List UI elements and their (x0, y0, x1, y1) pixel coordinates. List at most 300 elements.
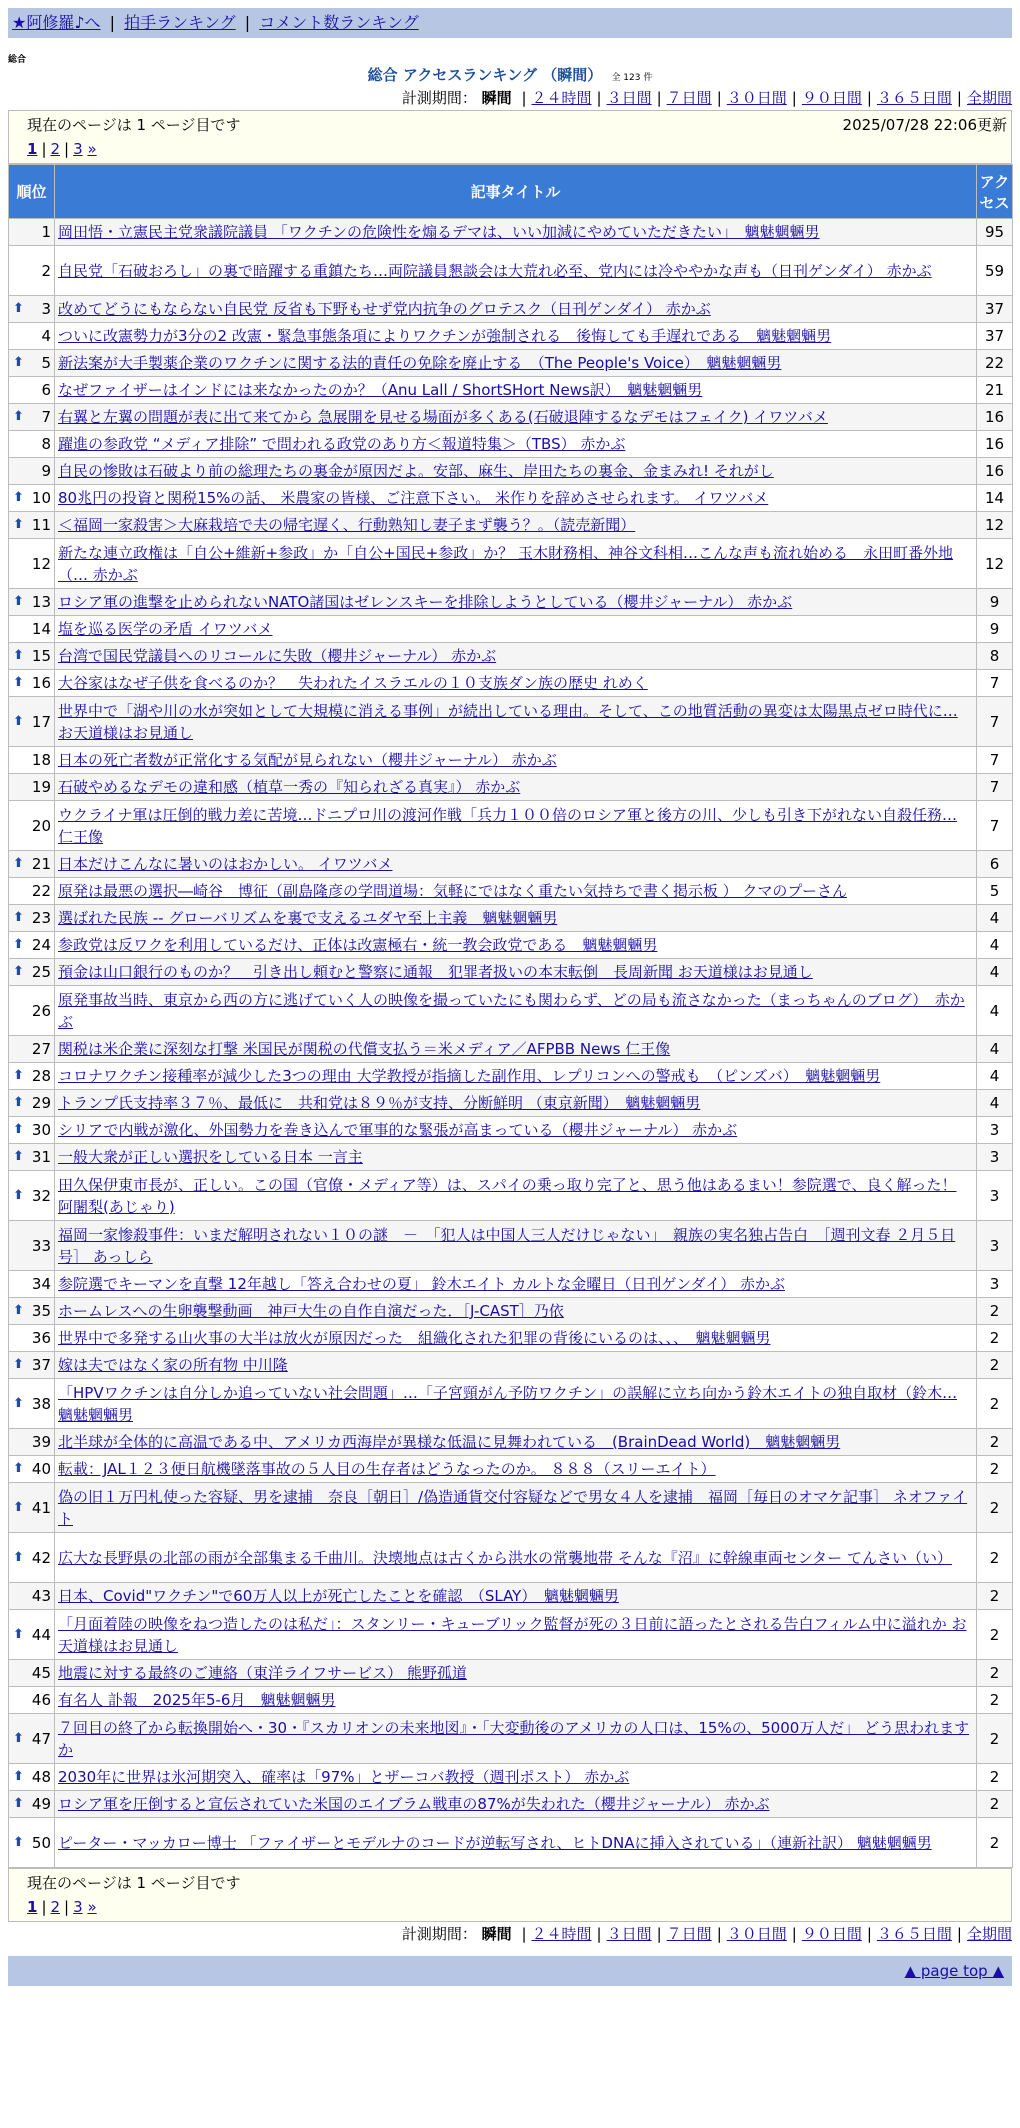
article-title-link[interactable]: 福岡一家惨殺事件：いまだ解明されない１０の謎 － 「犯人は中国人三人だけじゃない」 親族の実名独占告白 ［週刊文春 ２月５日号］ あっしら (58, 1225, 956, 1266)
rank-number: 16 (31, 674, 51, 692)
rank-number: 34 (31, 1275, 51, 1293)
title-cell (55, 1144, 977, 1171)
article-title-link[interactable]: 一般大衆が正しい選択をしている日本 一言主 (58, 1148, 363, 1166)
period-options (516, 1925, 1012, 1943)
article-title-link[interactable]: なぜファイザーはインドには来なかったのか？（Anu Lall / ShortSHort News訳） 魑魅魍魎男 (58, 381, 703, 399)
rank-up-arrow-icon: ⬆ (13, 1626, 24, 1642)
title-cell (55, 1714, 977, 1764)
title-cell (55, 1429, 977, 1456)
period-selector-top (8, 86, 1012, 110)
period-separator: | (596, 1925, 602, 1943)
rank-up-arrow-icon: ⬆ (13, 1095, 24, 1110)
table-row (9, 246, 1013, 296)
table-row (9, 801, 1013, 851)
table-row (9, 323, 1013, 350)
access-count: 4 (977, 932, 1013, 959)
table-row (9, 1144, 1013, 1171)
period-label: 計測期間： (401, 89, 477, 107)
article-title-link[interactable]: 新たな連立政権は「自公+維新+参政」か「自公+国民+参政」か？ 玉木財務相、神谷文科相…こんな声も流れ始める 永田町番外地（… 赤かぶ (58, 543, 954, 584)
access-count: 7 (977, 670, 1013, 697)
table-row (9, 851, 1013, 878)
table-row (9, 1660, 1013, 1687)
period-option-link[interactable]: ７日間 (666, 1925, 712, 1943)
period-option-link[interactable]: ３日間 (606, 89, 652, 107)
title-cell (55, 697, 977, 747)
title-cell (55, 1221, 977, 1271)
ranking-rows (9, 219, 1013, 1868)
current-page-text: 現在のページは 1 ページ目です (27, 116, 241, 134)
article-title-link[interactable]: 原発は最悪の選択―崎谷 博征（副島隆彦の学問道場：気軽にではなく重たい気持ちで書く掲示板 ） クマのプーさん (58, 882, 847, 900)
table-row (9, 1610, 1013, 1660)
period-separator: | (866, 1925, 872, 1943)
article-title-link[interactable]: ロシア軍を圧倒すると宣伝されていた米国のエイブラム戦車の87%が失われた（櫻井ジャーナル） 赤かぶ (58, 1795, 770, 1813)
rank-cell (9, 986, 55, 1036)
article-title-link[interactable]: 世界中で「湖や川の水が突如として大規模に消える事例」が続出している理由。そして、この地質活動の異変は太陽黒点ゼロ時代に… お天道様はお見通し (58, 701, 958, 742)
period-separator: | (791, 89, 797, 107)
rank-cell (9, 1483, 55, 1533)
article-title-link[interactable]: 自民党「石破おろし」の裏で暗躍する重鎮たち…両院議員懇談会は大荒れ必至、党内には冷ややかな声も（日刊ゲンダイ） 赤かぶ (58, 261, 932, 280)
title-cell (55, 1583, 977, 1610)
article-title-link[interactable]: 関税は米企業に深刻な打撃 米国民が関税の代償支払う＝米メディア／AFPBB News 仁王像 (58, 1040, 671, 1058)
rank-cell (9, 458, 55, 485)
rank-number: 47 (31, 1729, 51, 1748)
page-title-line (8, 64, 1012, 86)
access-count: 9 (977, 616, 1013, 643)
article-title-link[interactable]: 新法案が大手製薬企業のワクチンに関する法的責任の免除を廃止する （The People's Voice） 魑魅魍魎男 (58, 354, 782, 372)
rank-number: 49 (31, 1795, 51, 1813)
rank-cell (9, 851, 55, 878)
title-cell (55, 932, 977, 959)
article-title-link[interactable]: 右翼と左翼の問題が表に出て来てから 急展開を見せる場面が多くある(石破退陣するなデモはフェイク) イワツバメ (58, 408, 828, 426)
period-option-link[interactable]: ９０日間 (801, 1925, 862, 1943)
page-top-link[interactable]: ▲ page top ▲ (904, 1962, 1004, 1980)
article-title-link[interactable]: ホームレスへの生卵襲撃動画 神戸大生の自作自演だった．［J-CAST］乃依 (58, 1302, 564, 1320)
article-title-link[interactable]: ＜福岡一家殺害＞大麻栽培で夫の帰宅遅く、行動熟知し妻子まず襲う？。（読売新聞） (58, 516, 636, 534)
period-label: 計測期間： (401, 1925, 477, 1943)
next-page-link[interactable]: » (87, 140, 97, 158)
rank-number: 31 (31, 1148, 51, 1166)
rank-number: 8 (41, 435, 51, 453)
table-row (9, 1271, 1013, 1298)
rank-number: 20 (31, 816, 51, 835)
article-title-link[interactable]: 改めてどうにもならない自民党 反省も下野もせず党内抗争のグロテスク（日刊ゲンダイ） 赤かぶ (58, 300, 711, 318)
title-cell (55, 1764, 977, 1791)
article-title-link[interactable]: 日本の死亡者数が正常化する気配が見られない（櫻井ジャーナル） 赤かぶ (58, 751, 557, 769)
rank-number: 9 (41, 462, 51, 480)
rank-number: 18 (31, 751, 51, 769)
rank-up-arrow-icon: ⬆ (13, 648, 24, 663)
article-title-link[interactable]: 日本だけこんなに暑いのはおかしい。 イワツバメ (58, 855, 393, 873)
period-separator: | (521, 1925, 527, 1943)
access-count: 2 (977, 1660, 1013, 1687)
table-row (9, 747, 1013, 774)
rank-cell (9, 1298, 55, 1325)
rank-number: 46 (31, 1691, 51, 1709)
rank-cell (9, 246, 55, 296)
access-count: 3 (977, 1171, 1013, 1221)
rank-cell (9, 774, 55, 801)
rank-cell (9, 1063, 55, 1090)
category-label: 総合 (8, 55, 27, 65)
article-title-link[interactable]: 嫁は夫ではなく家の所有物 中川隆 (58, 1356, 288, 1374)
rank-cell (9, 323, 55, 350)
table-row (9, 1533, 1013, 1583)
period-separator: | (956, 1925, 962, 1943)
title-cell (55, 1171, 977, 1221)
rank-cell (9, 1379, 55, 1429)
access-count: 14 (977, 485, 1013, 512)
rank-cell (9, 431, 55, 458)
rank-cell (9, 1117, 55, 1144)
table-row (9, 905, 1013, 932)
access-count: 2 (977, 1429, 1013, 1456)
table-row (9, 1298, 1013, 1325)
rank-up-arrow-icon: ⬆ (13, 1187, 24, 1203)
rank-up-arrow-icon: ⬆ (13, 1303, 24, 1318)
title-cell (55, 1818, 977, 1868)
rank-up-arrow-icon: ⬆ (13, 910, 24, 925)
page-link[interactable]: 1 (27, 1898, 38, 1916)
article-title-link[interactable]: 世界中で多発する山火事の大半は放火が原因だった 組織化された犯罪の背後にいるのは、、、 魑魅魍魎男 (58, 1329, 771, 1347)
rank-up-arrow-icon: ⬆ (13, 1499, 24, 1515)
home-link[interactable]: ★阿修羅♪へ (12, 13, 101, 32)
rank-up-arrow-icon: ⬆ (13, 1769, 24, 1784)
access-count: 4 (977, 1036, 1013, 1063)
rank-number: 35 (31, 1302, 51, 1320)
title-cell (55, 1090, 977, 1117)
rank-cell (9, 350, 55, 377)
article-title-link[interactable]: トランプ氏支持率３７％、最低に 共和党は８９％が支持、分断鮮明 （東京新聞） 魑魅魍魎男 (58, 1094, 701, 1112)
rank-number: 45 (31, 1664, 51, 1682)
rank-number: 11 (31, 516, 51, 534)
article-title-link[interactable]: 80兆円の投資と関税15%の話、 米農家の皆様、ご注意下さい。 米作りを辞めさせられます。 イワツバメ (58, 489, 769, 507)
article-title-link[interactable]: 日本、Covid"ワクチン"で60万人以上が死亡したことを確認 （SLAY） 魑魅魍魎男 (58, 1587, 619, 1605)
rank-number: 50 (31, 1833, 51, 1852)
rank-up-arrow-icon: ⬆ (13, 937, 24, 952)
rank-cell (9, 1714, 55, 1764)
table-row (9, 219, 1013, 246)
article-title-link[interactable]: ついに改憲勢力が3分の2 改憲・緊急事態条項によりワクチンが強制される 後悔しても手遅れである 魑魅魍魎男 (58, 327, 832, 345)
article-title-link[interactable]: 預金は山口銀行のものか？ 引き出し頼むと警察に通報 犯罪者扱いの本末転倒 長周新聞 お天道様はお見通し (58, 963, 813, 981)
rank-number: 19 (31, 778, 51, 796)
rank-number: 48 (31, 1768, 51, 1786)
top-navigation (8, 8, 1012, 38)
article-title-link[interactable]: シリアで内戦が激化、外国勢力を巻き込んで軍事的な緊張が高まっている（櫻井ジャーナル） 赤かぶ (58, 1121, 738, 1139)
period-option-link[interactable]: ３日間 (606, 1925, 652, 1943)
article-title-link[interactable]: 広大な長野県の北部の雨が全部集まる千曲川。決壊地点は古くから洪水の常襲地帯 そんな『沼』に幹線車両センター てんさい（い） (58, 1548, 952, 1567)
rank-number: 5 (41, 354, 51, 372)
rank-cell (9, 539, 55, 589)
access-count: 2 (977, 1791, 1013, 1818)
period-option-link[interactable]: ２４時間 (531, 1925, 592, 1943)
table-row (9, 458, 1013, 485)
title-cell (55, 323, 977, 350)
access-count: 7 (977, 747, 1013, 774)
table-row (9, 1171, 1013, 1221)
access-count: 2 (977, 1687, 1013, 1714)
title-cell (55, 1687, 977, 1714)
nav-separator: | (244, 13, 251, 32)
period-option-link[interactable]: ７日間 (666, 89, 712, 107)
period-separator: | (956, 89, 962, 107)
rank-cell (9, 1660, 55, 1687)
table-row (9, 697, 1013, 747)
rank-up-arrow-icon: ⬆ (13, 594, 24, 609)
rank-cell (9, 377, 55, 404)
rank-cell (9, 1429, 55, 1456)
rank-cell (9, 1144, 55, 1171)
title-cell (55, 1036, 977, 1063)
table-row (9, 1325, 1013, 1352)
table-row (9, 1063, 1013, 1090)
article-title-link[interactable]: 石破やめるなデモの違和感（植草一秀の『知られざる真実』） 赤かぶ (58, 778, 521, 796)
rank-cell (9, 1791, 55, 1818)
access-count: 37 (977, 296, 1013, 323)
rank-cell (9, 801, 55, 851)
title-cell (55, 747, 977, 774)
rank-cell (9, 1171, 55, 1221)
access-count: 2 (977, 1764, 1013, 1791)
access-count: 4 (977, 959, 1013, 986)
article-title-link[interactable]: ピーター・マッカロー博士 「ファイザーとモデルナのコードが逆転写され、ヒトDNAに挿入されている」（連新社訳） 魑魅魍魎男 (58, 1833, 932, 1852)
col-rank-header: 順位 (9, 165, 55, 219)
page-separator: | (64, 140, 70, 158)
access-count: 3 (977, 1271, 1013, 1298)
rank-up-arrow-icon: ⬆ (13, 1461, 24, 1476)
title-cell (55, 1325, 977, 1352)
period-option-link[interactable]: ３０日間 (726, 89, 787, 107)
rank-up-arrow-icon: ⬆ (13, 1122, 24, 1137)
access-count: 37 (977, 323, 1013, 350)
article-title-link[interactable]: 田久保伊東市長が、正しい。この国（官僚・メディア等）は、スパイの乗っ取り完了と、思う他はあるまい！参院選で、良く解った！ 阿闍梨(あじゃり) (58, 1175, 957, 1216)
table-row (9, 1352, 1013, 1379)
access-count: 3 (977, 1117, 1013, 1144)
article-title-link[interactable]: 「月面着陸の映像をねつ造したのは私だ」：スタンリー・キューブリック監督が死の３日前に語ったとされる告白フィルム中に溢れか お天道様はお見通し (58, 1614, 967, 1655)
clap-ranking-link[interactable]: 拍手ランキング (124, 13, 236, 32)
rank-cell (9, 485, 55, 512)
col-title-header: 記事タイトル (55, 165, 977, 219)
article-title-link[interactable]: 転載：JAL１２３便日航機墜落事故の５人目の生存者はどうなったのか。 ８８８（スリーエイト） (58, 1460, 716, 1478)
title-cell (55, 296, 977, 323)
period-option-link[interactable]: 全期間 (966, 1925, 1012, 1943)
table-row (9, 643, 1013, 670)
rank-number: 38 (31, 1394, 51, 1413)
table-row (9, 932, 1013, 959)
rank-number: 37 (31, 1356, 51, 1374)
access-count: 16 (977, 404, 1013, 431)
next-page-link[interactable]: » (87, 1898, 97, 1916)
title-cell (55, 1271, 977, 1298)
table-row (9, 377, 1013, 404)
period-selector-bottom (8, 1922, 1012, 1946)
page-links (27, 1895, 1007, 1919)
access-count: 2 (977, 1456, 1013, 1483)
rank-number: 32 (31, 1186, 51, 1205)
table-row (9, 1429, 1013, 1456)
period-option-link[interactable]: ２４時間 (531, 89, 592, 107)
article-title-link[interactable]: コロナワクチン接種率が減少した3つの理由 大学教授が指摘した副作用、レプリコンへの警戒も （ピンズバ） 魑魅魍魎男 (58, 1067, 881, 1085)
rank-number: 33 (31, 1236, 51, 1255)
access-count: 2 (977, 1610, 1013, 1660)
period-option-link[interactable]: ３６５日間 (876, 1925, 952, 1943)
rank-cell (9, 1818, 55, 1868)
page-title: 総合 アクセスランキング （瞬間） (367, 66, 603, 84)
page-link[interactable]: 1 (27, 140, 38, 158)
title-cell (55, 1660, 977, 1687)
article-title-link[interactable]: 有名人 訃報 2025年5-6月 魑魅魍魎男 (58, 1691, 336, 1709)
access-count: 9 (977, 589, 1013, 616)
title-cell (55, 670, 977, 697)
table-row (9, 1117, 1013, 1144)
title-cell (55, 801, 977, 851)
current-page-text: 現在のページは 1 ページ目です (27, 1874, 241, 1892)
rank-number: 40 (31, 1460, 51, 1478)
rank-cell (9, 404, 55, 431)
period-separator: | (656, 89, 662, 107)
article-title-link[interactable]: 参院選でキーマンを直撃 12年越し「答え合わせの夏」 鈴木エイト カルトな金曜日（日刊ゲンダイ） 赤かぶ (58, 1275, 785, 1293)
article-title-link[interactable]: 塩を巡る医学の矛盾 イワツバメ (58, 620, 273, 638)
page-link[interactable]: 2 (50, 140, 61, 158)
pager-bottom (8, 1868, 1012, 1922)
table-row (9, 1687, 1013, 1714)
rank-cell (9, 296, 55, 323)
rank-cell (9, 1533, 55, 1583)
period-option-link[interactable]: ３６５日間 (876, 89, 952, 107)
table-row (9, 512, 1013, 539)
rank-number: 26 (31, 1001, 51, 1020)
rank-number: 3 (41, 300, 51, 318)
article-title-link[interactable]: ７回目の終了から転換開始へ・30・『スカリオンの未来地図』・「大変動後のアメリカの人口は、15%の、5000万人だ」 どう思われますか (58, 1718, 970, 1759)
access-count: 7 (977, 697, 1013, 747)
article-title-link[interactable]: 躍進の参政党 “メディア排除” で問われる政党のあり方＜報道特集＞（TBS） 赤かぶ (58, 435, 626, 453)
access-count: 7 (977, 801, 1013, 851)
title-cell (55, 350, 977, 377)
title-cell (55, 1298, 977, 1325)
rank-number: 12 (31, 554, 51, 573)
table-row (9, 1818, 1013, 1868)
period-option-link[interactable]: ９０日間 (801, 89, 862, 107)
article-title-link[interactable]: 偽の旧１万円札使った容疑、男を逮捕 奈良［朝日］/偽造通貨交付容疑などで男女４人を逮捕 福岡［毎日のオマケ記事］ ネオファイト (58, 1487, 968, 1528)
table-row (9, 1764, 1013, 1791)
access-count: 21 (977, 377, 1013, 404)
article-title-link[interactable]: 大谷家はなぜ子供を食べるのか？ 失われたイスラエルの１０支族ダン族の歴史 れめく (58, 674, 648, 692)
rank-number: 29 (31, 1094, 51, 1112)
article-title-link[interactable]: 選ばれた民族 -- グローバリズムを裏で支えるユダヤ至上主義 魑魅魍魎男 (58, 909, 558, 927)
period-current: 瞬間 (481, 89, 512, 107)
table-row (9, 1090, 1013, 1117)
rank-cell (9, 747, 55, 774)
rank-number: 7 (41, 408, 51, 426)
article-title-link[interactable]: ロシア軍の進撃を止められないNATO諸国はゼレンスキーを排除しようとしている（櫻井ジャーナル） 赤かぶ (58, 593, 793, 611)
rank-number: 30 (31, 1121, 51, 1139)
rank-number: 25 (31, 963, 51, 981)
rank-up-arrow-icon: ⬆ (13, 1149, 24, 1164)
table-row (9, 959, 1013, 986)
rank-cell (9, 616, 55, 643)
title-cell (55, 643, 977, 670)
rank-cell (9, 670, 55, 697)
rank-cell (9, 1610, 55, 1660)
title-cell (55, 959, 977, 986)
access-count: 5 (977, 878, 1013, 905)
rank-cell (9, 905, 55, 932)
access-count: 4 (977, 905, 1013, 932)
rank-cell (9, 697, 55, 747)
rank-up-arrow-icon: ⬆ (13, 964, 24, 979)
period-separator: | (866, 89, 872, 107)
comment-ranking-link[interactable]: コメント数ランキング (259, 13, 419, 32)
access-count: 4 (977, 1090, 1013, 1117)
period-option-link[interactable]: ３０日間 (726, 1925, 787, 1943)
article-title-link[interactable]: 台湾で国民党議員へのリコールに失敗（櫻井ジャーナル） 赤かぶ (58, 647, 497, 665)
period-separator: | (716, 1925, 722, 1943)
rank-up-arrow-icon: ⬆ (13, 409, 24, 424)
rank-cell (9, 1583, 55, 1610)
page-separator: | (41, 1898, 47, 1916)
rank-up-arrow-icon: ⬆ (13, 1357, 24, 1372)
table-row (9, 1456, 1013, 1483)
article-title-link[interactable]: 2030年に世界は氷河期突入、確率は「97%」とザーコバ教授（週刊ポスト） 赤かぶ (58, 1768, 630, 1786)
rank-number: 10 (31, 489, 51, 507)
rank-up-arrow-icon: ⬆ (13, 1796, 24, 1811)
rank-cell (9, 878, 55, 905)
ranking-table (8, 164, 1013, 1868)
access-count: 3 (977, 1221, 1013, 1271)
footer-bar (8, 1956, 1012, 1986)
article-title-link[interactable]: 北半球が全体的に高温である中、アメリカ西海岸が異様な低温に見舞われている (BrainDead World) 魑魅魍魎男 (58, 1433, 841, 1451)
title-cell (55, 1533, 977, 1583)
rank-number: 21 (31, 855, 51, 873)
access-count: 95 (977, 219, 1013, 246)
article-title-link[interactable]: 岡田悟・立憲民主党衆議院議員 「ワクチンの危険性を煽るデマは、いい加減にやめていただきたい」 魑魅魍魎男 (58, 223, 820, 241)
rank-cell (9, 1687, 55, 1714)
article-title-link[interactable]: 参政党は反ワクを利用しているだけ、正体は改憲極右・統一教会政党である 魑魅魍魎男 (58, 936, 658, 954)
rank-number: 27 (31, 1040, 51, 1058)
table-row (9, 616, 1013, 643)
period-separator: | (596, 89, 602, 107)
access-count: 2 (977, 1818, 1013, 1868)
access-count: 59 (977, 246, 1013, 296)
title-cell (55, 219, 977, 246)
period-option-link[interactable]: 全期間 (966, 89, 1012, 107)
table-row (9, 1379, 1013, 1429)
rank-up-arrow-icon: ⬆ (13, 355, 24, 370)
title-cell (55, 404, 977, 431)
article-title-link[interactable]: ウクライナ軍は圧倒的戦力差に苦境…ドニプロ川の渡河作戦「兵力１００倍のロシア軍と後方の川、少しも引き下がれない自殺任務… 仁王像 (58, 805, 957, 846)
rank-cell (9, 1764, 55, 1791)
title-cell (55, 1456, 977, 1483)
access-count: 12 (977, 512, 1013, 539)
page-link[interactable]: 2 (50, 1898, 61, 1916)
table-row (9, 404, 1013, 431)
article-title-link[interactable]: 原発事故当時、東京から西の方に逃げていく人の映像を撮っていたにも関わらず、どの局も流さなかった（まっちゃんのブログ） 赤かぶ (58, 990, 965, 1031)
page-link[interactable]: 3 (73, 140, 83, 158)
rank-up-arrow-icon: ⬆ (13, 301, 24, 316)
article-title-link[interactable]: 「HPVワクチンは自分しか追っていない社会問題」…「子宮頸がん予防ワクチン」の誤解に立ち向かう鈴木エイトの独自取材（鈴木… 魑魅魍魎男 (58, 1383, 958, 1424)
access-count: 2 (977, 1298, 1013, 1325)
rank-number: 13 (31, 593, 51, 611)
page-link[interactable]: 3 (73, 1898, 83, 1916)
article-title-link[interactable]: 地震に対する最終のご連絡（東洋ライフサービス） 熊野孤道 (58, 1664, 467, 1682)
access-count: 2 (977, 1714, 1013, 1764)
pager-top (8, 110, 1012, 164)
rank-cell (9, 1352, 55, 1379)
rank-cell (9, 219, 55, 246)
rank-cell (9, 589, 55, 616)
rank-cell (9, 1456, 55, 1483)
article-title-link[interactable]: 自民の惨敗は石破より前の総理たちの裏金が原因だよ。安部、麻生、岸田たちの裏金、金まみれ! それがし (58, 462, 774, 480)
rank-number: 14 (31, 620, 51, 638)
